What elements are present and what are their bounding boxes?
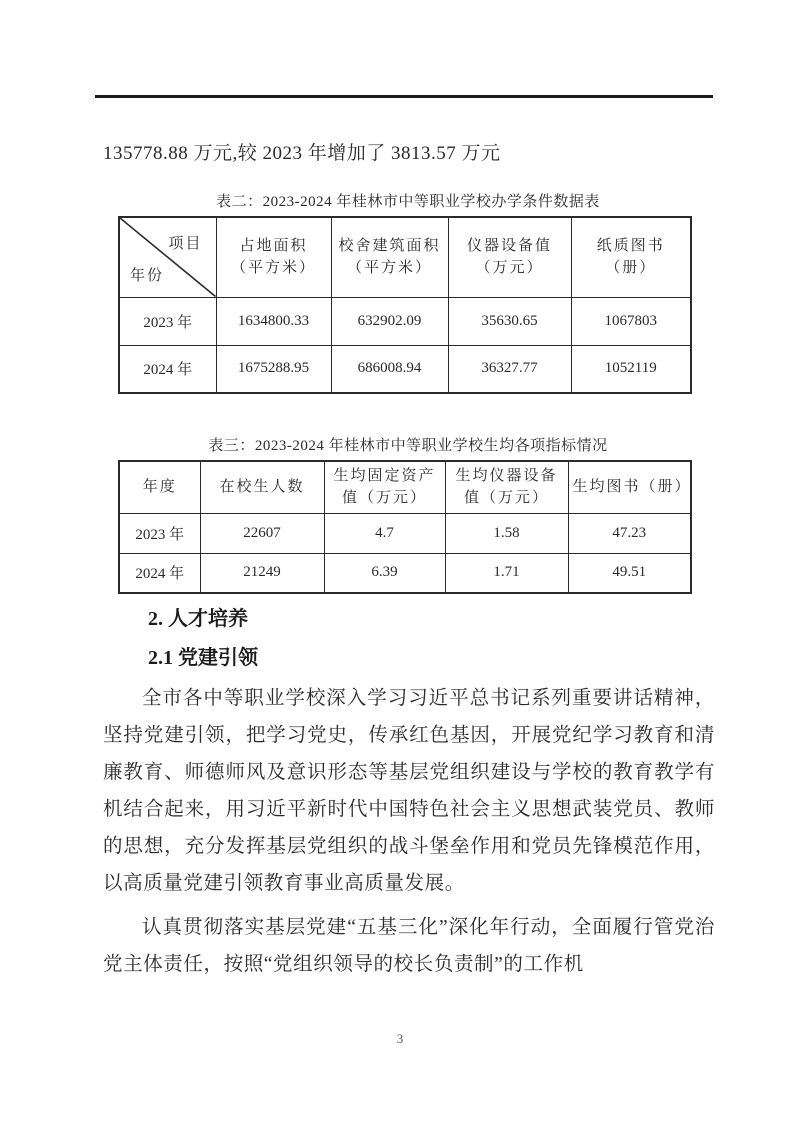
header-line1: 纸质图书 xyxy=(596,238,665,255)
corner-label-year: 年份 xyxy=(130,267,165,284)
table2-row-2024 xyxy=(119,345,691,393)
year-cell: 2023 年 xyxy=(119,513,200,553)
header-line2: （平方米） xyxy=(230,260,316,277)
header-line1: 校舍建筑面积 xyxy=(338,238,441,255)
table3-header-row xyxy=(119,461,691,513)
header-line1: 仪器设备值 xyxy=(466,238,552,255)
header-line2: （册） xyxy=(605,260,657,277)
body-paragraph-1: 全市各中等职业学校深入学习习近平总书记系列重要讲话精神，坚持党建引领，把学习党史，传承红色基因，开展党纪学习教育和清廉教育、师德师风及意识形态等基层党组织建设与学校的教育教学有机结合起来，用习近平新时代中国特色社会主义思想武装党员、教师的思想，充分发挥基层党组织的战斗堡垒作用和党员先锋模范作用，以高质量党建引领教育事业高质量发展。 xyxy=(103,688,715,894)
section-heading-talent-cultivation: 2. 人才培养 xyxy=(148,608,248,630)
table2-header-paper-books xyxy=(571,217,691,297)
table2-header-equipment-value xyxy=(448,217,571,297)
table3-header-students: 在校生人数 xyxy=(200,461,324,513)
value-cell: 47.23 xyxy=(568,513,691,553)
body-paragraph-2: 认真贯彻落实基层党建“五基三化”深化年行动，全面履行管党治党主体责任，按照“党组织领导的校长负责制”的工作机 xyxy=(103,917,715,975)
value-cell: 632902.09 xyxy=(331,297,448,345)
table3-header-fixed-assets: 生均固定资产值（万元） xyxy=(324,461,445,513)
corner-label-project: 项目 xyxy=(168,236,203,252)
table3-header-books: 生均图书（册） xyxy=(568,461,691,513)
intro-text: 135778.88 万元,较 2023 年增加了 3813.57 万元 xyxy=(103,143,501,164)
table3-header-equipment: 生均仪器设备值（万元） xyxy=(445,461,568,513)
table2-title: 表二：2023-2024 年桂林市中等职业学校办学条件数据表 xyxy=(216,194,600,210)
table3-row-2024 xyxy=(119,553,691,593)
header-rule xyxy=(95,95,713,98)
year-cell: 2024 年 xyxy=(119,345,216,393)
table2-header-row xyxy=(119,217,691,297)
year-cell: 2023 年 xyxy=(119,297,216,345)
value-cell: 686008.94 xyxy=(331,345,448,393)
table2-corner-cell xyxy=(119,217,216,297)
value-cell: 1052119 xyxy=(571,345,691,393)
value-cell: 1.71 xyxy=(445,553,568,593)
table3-title: 表三：2023-2024 年桂林市中等职业学校生均各项指标情况 xyxy=(208,438,608,454)
value-cell: 1675288.95 xyxy=(216,345,331,393)
value-cell: 49.51 xyxy=(568,553,691,593)
value-cell: 1067803 xyxy=(571,297,691,345)
table3-header-year: 年度 xyxy=(119,461,200,513)
header-line1: 占地面积 xyxy=(239,238,308,255)
year-cell: 2024 年 xyxy=(119,553,200,593)
value-cell: 1634800.33 xyxy=(216,297,331,345)
table2-header-land-area xyxy=(216,217,331,297)
diagonal-line xyxy=(120,218,216,297)
value-cell: 4.7 xyxy=(324,513,445,553)
value-cell: 36327.77 xyxy=(448,345,571,393)
value-cell: 21249 xyxy=(200,553,324,593)
table2 xyxy=(118,216,692,394)
page-number: 3 xyxy=(396,1031,404,1046)
value-cell: 1.58 xyxy=(445,513,568,553)
section-subheading-party-building: 2.1 党建引领 xyxy=(148,647,258,669)
table2-header-building-area xyxy=(331,217,448,297)
table3-row-2023 xyxy=(119,513,691,553)
table3 xyxy=(118,460,692,594)
value-cell: 35630.65 xyxy=(448,297,571,345)
header-line2: （万元） xyxy=(475,260,544,277)
value-cell: 22607 xyxy=(200,513,324,553)
header-line2: （平方米） xyxy=(346,260,432,277)
value-cell: 6.39 xyxy=(324,553,445,593)
table2-row-2023 xyxy=(119,297,691,345)
